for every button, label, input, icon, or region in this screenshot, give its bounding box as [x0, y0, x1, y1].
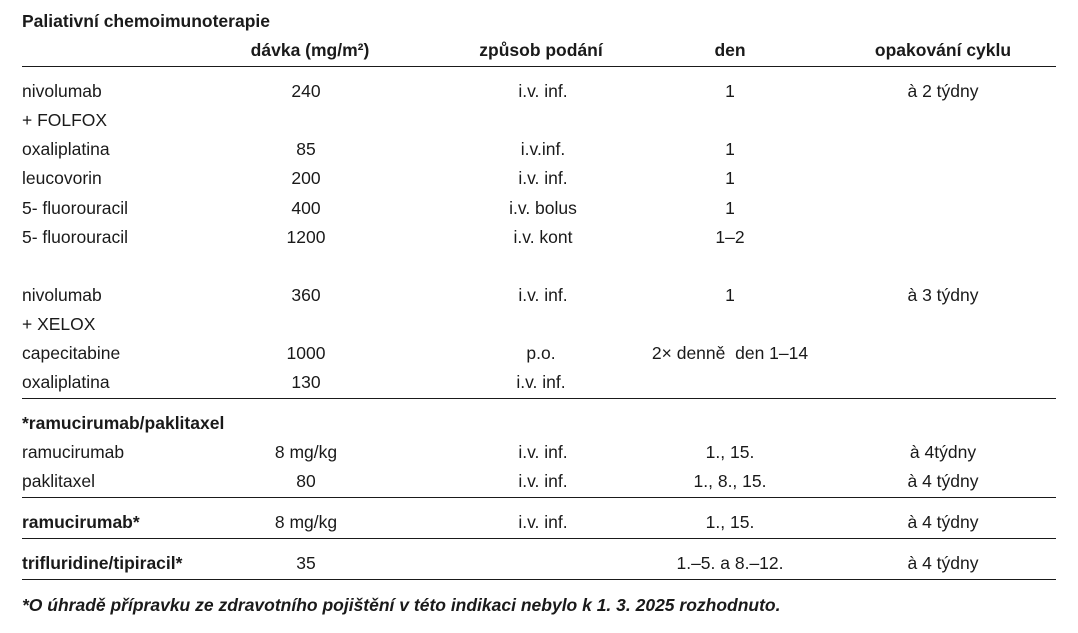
- drug-cell: + FOLFOX: [22, 110, 108, 130]
- dose-cell: 80: [296, 471, 316, 491]
- section-rule: [22, 497, 1056, 498]
- cycle-cell: à 2 týdny: [907, 81, 979, 101]
- day-cell: 1., 8., 15.: [693, 471, 767, 491]
- header-dose: dávka (mg/m²): [250, 40, 370, 60]
- header-route: způsob podání: [479, 40, 603, 60]
- day-cell: 2× denně den 1–14: [651, 343, 809, 363]
- day-cell: 1., 15.: [705, 512, 755, 532]
- dose-cell: 8 mg/kg: [274, 512, 338, 532]
- dose-cell: 85: [296, 139, 316, 159]
- drug-cell: ramucirumab: [22, 442, 125, 462]
- bottom-rule: [22, 579, 1056, 580]
- route-cell: p.o.: [526, 343, 556, 363]
- route-cell: i.v. inf.: [518, 285, 568, 305]
- route-cell: i.v. inf.: [518, 442, 568, 462]
- table-title: Paliativní chemoimunoterapie: [22, 11, 270, 31]
- day-cell: 1.–5. a 8.–12.: [676, 553, 784, 573]
- drug-cell: trifluridine/tipiracil*: [22, 553, 183, 573]
- header-day: den: [714, 40, 746, 60]
- drug-cell: 5- fluorouracil: [22, 227, 129, 247]
- cycle-cell: à 4týdny: [909, 442, 977, 462]
- route-cell: i.v. inf.: [518, 512, 568, 532]
- footnote: *O úhradě přípravku ze zdravotního pojištění v této indikaci nebylo k 1. 3. 2025 rozhodnuto.: [22, 595, 781, 615]
- route-cell: i.v.inf.: [520, 139, 566, 159]
- day-cell: 1: [725, 198, 735, 218]
- dose-cell: 8 mg/kg: [274, 442, 338, 462]
- drug-cell: nivolumab: [22, 285, 102, 305]
- dose-cell: 1200: [286, 227, 326, 247]
- drug-cell: oxaliplatina: [22, 372, 110, 392]
- route-cell: i.v. inf.: [518, 168, 568, 188]
- day-cell: 1., 15.: [705, 442, 755, 462]
- day-cell: 1: [725, 285, 735, 305]
- drug-cell: 5- fluorouracil: [22, 198, 129, 218]
- dose-cell: 240: [291, 81, 321, 101]
- route-cell: i.v. inf.: [518, 471, 568, 491]
- drug-cell: ramucirumab*: [22, 512, 140, 532]
- drug-cell: oxaliplatina: [22, 139, 110, 159]
- drug-cell: leucovorin: [22, 168, 102, 188]
- cycle-cell: à 3 týdny: [907, 285, 979, 305]
- cycle-cell: à 4 týdny: [907, 553, 979, 573]
- drug-cell: nivolumab: [22, 81, 102, 101]
- section-rule: [22, 398, 1056, 399]
- dose-cell: 200: [291, 168, 321, 188]
- dose-cell: 360: [291, 285, 321, 305]
- day-cell: 1: [725, 168, 735, 188]
- route-cell: i.v. bolus: [509, 198, 577, 218]
- dose-cell: 130: [291, 372, 321, 392]
- drug-cell: *ramucirumab/paklitaxel: [22, 413, 225, 433]
- dose-cell: 400: [291, 198, 321, 218]
- cycle-cell: à 4 týdny: [907, 471, 979, 491]
- route-cell: i.v. inf.: [516, 372, 566, 392]
- day-cell: 1: [725, 139, 735, 159]
- drug-cell: capecitabine: [22, 343, 121, 363]
- header-rule: [22, 66, 1056, 67]
- drug-cell: + XELOX: [22, 314, 96, 334]
- drug-cell: paklitaxel: [22, 471, 95, 491]
- section-rule: [22, 538, 1056, 539]
- day-cell: 1–2: [715, 227, 745, 247]
- dose-cell: 35: [296, 553, 316, 573]
- route-cell: i.v. kont: [513, 227, 573, 247]
- route-cell: i.v. inf.: [518, 81, 568, 101]
- header-cycle: opakování cyklu: [874, 40, 1012, 60]
- day-cell: 1: [725, 81, 735, 101]
- dose-cell: 1000: [286, 343, 326, 363]
- cycle-cell: à 4 týdny: [907, 512, 979, 532]
